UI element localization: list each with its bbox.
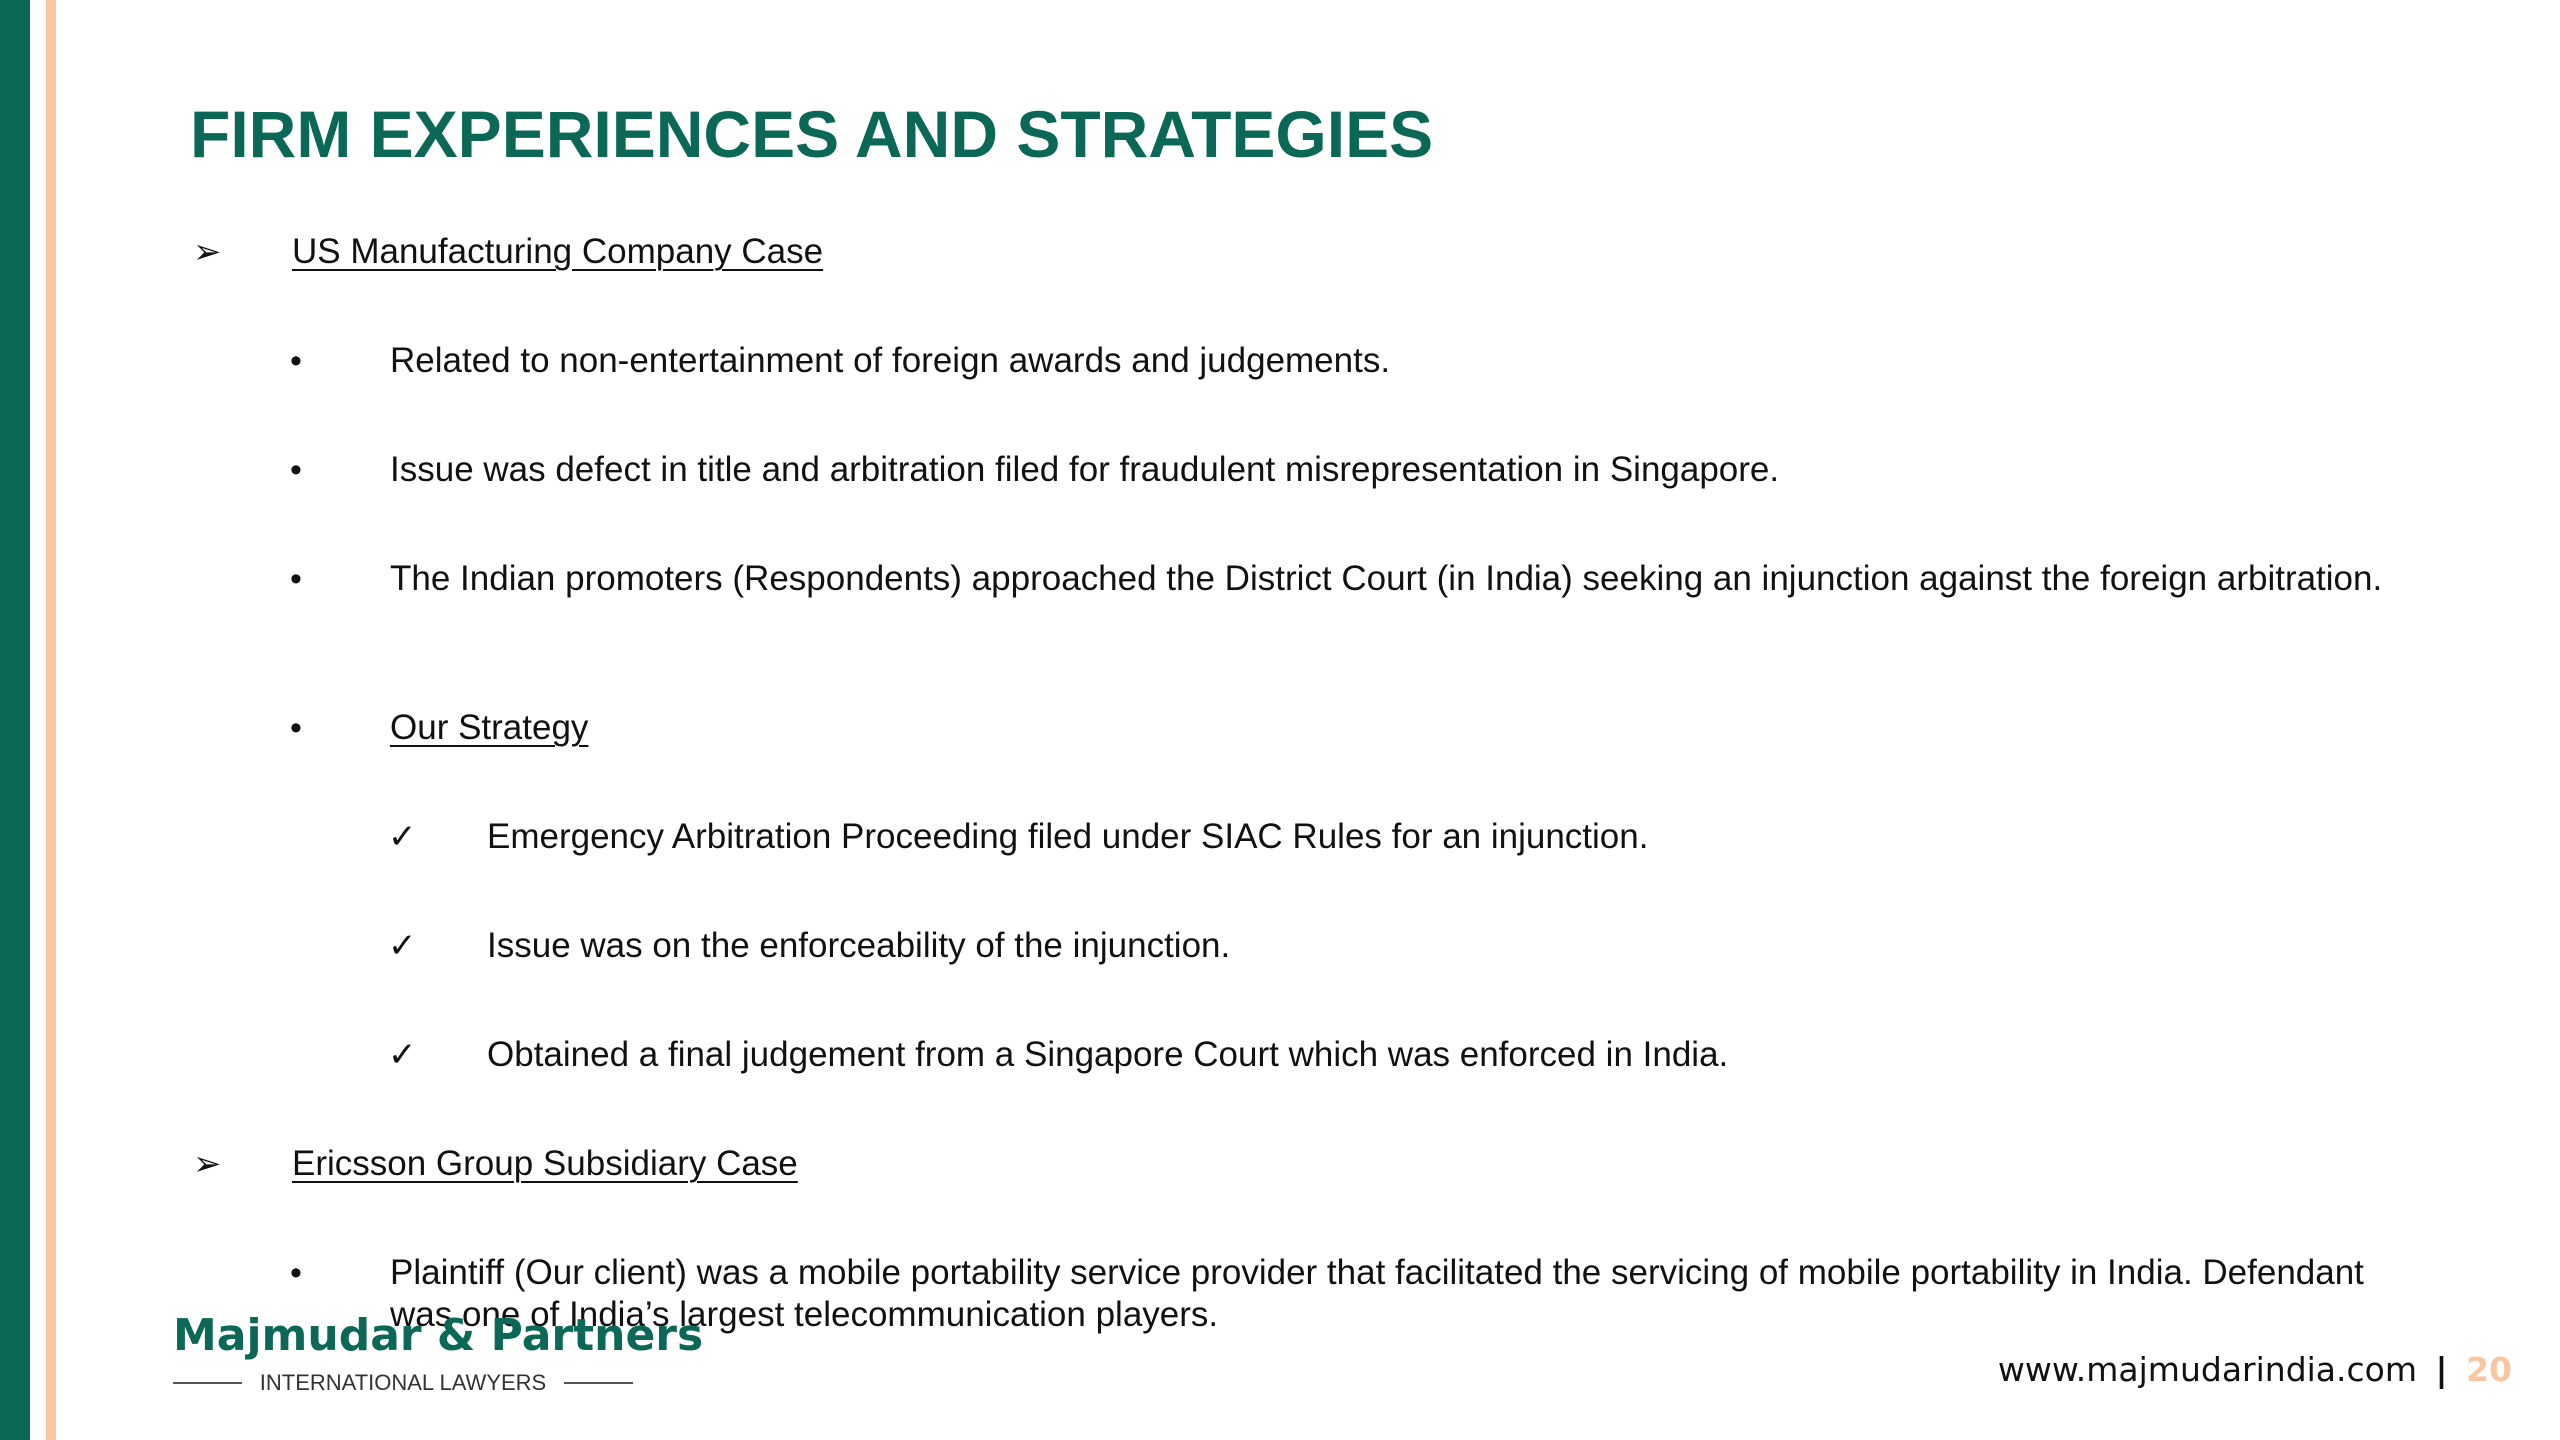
list-item: Issue was defect in title and arbitration filed for fraudulent misrepresentation in Singapore. (390, 450, 1780, 489)
page-number: 20 (2466, 1350, 2512, 1389)
divider (564, 1382, 633, 1384)
strategy-heading: Our Strategy (390, 708, 589, 747)
firm-logo-tagline: INTERNATIONAL LAWYERS (259, 1370, 547, 1395)
list-item: Related to non-entertainment of foreign awards and judgements. (390, 341, 1391, 380)
arrow-bullet-icon: ➢ (193, 233, 222, 271)
list-item: Obtained a final judgement from a Singapore Court which was enforced in India. (487, 1035, 1729, 1074)
list-item: The Indian promoters (Respondents) approached the District Court (in India) seeking an injunction against the foreign arbitration. (390, 559, 2383, 598)
footer-right (1998, 1350, 2512, 1389)
list-item: Issue was on the enforceability of the injunction. (487, 926, 1231, 965)
firm-logo-name: Majmudar & Partners (173, 1310, 704, 1361)
checkmark-icon: ✓ (388, 1036, 417, 1074)
website-link[interactable]: www.majmudarindia.com (1997, 1350, 2417, 1389)
case-heading-ericsson: Ericsson Group Subsidiary Case (292, 1144, 798, 1183)
bullet-icon: • (290, 560, 302, 598)
left-peach-stripe (46, 0, 56, 1440)
left-green-stripe (0, 0, 30, 1440)
divider (173, 1382, 242, 1384)
bullet-icon: • (290, 342, 302, 380)
bullet-icon: • (290, 709, 302, 747)
arrow-bullet-icon: ➢ (193, 1145, 222, 1183)
list-item: Emergency Arbitration Proceeding filed under SIAC Rules for an injunction. (487, 817, 1649, 856)
bullet-icon: • (290, 451, 302, 489)
bullet-icon: • (290, 1254, 302, 1292)
case-heading-us-manufacturing: US Manufacturing Company Case (292, 232, 824, 271)
footer-separator: | (2435, 1350, 2448, 1389)
firm-logo-tagline-row (173, 1368, 633, 1398)
checkmark-icon: ✓ (388, 927, 417, 965)
list-item: Plaintiff (Our client) was a mobile portability service provider that facilitated the servicing of mobile portability in India. Defendant was one of India’s largest telecommunication players. (390, 1253, 2364, 1334)
checkmark-icon: ✓ (388, 818, 417, 856)
slide-title: FIRM EXPERIENCES AND STRATEGIES (190, 97, 1434, 171)
